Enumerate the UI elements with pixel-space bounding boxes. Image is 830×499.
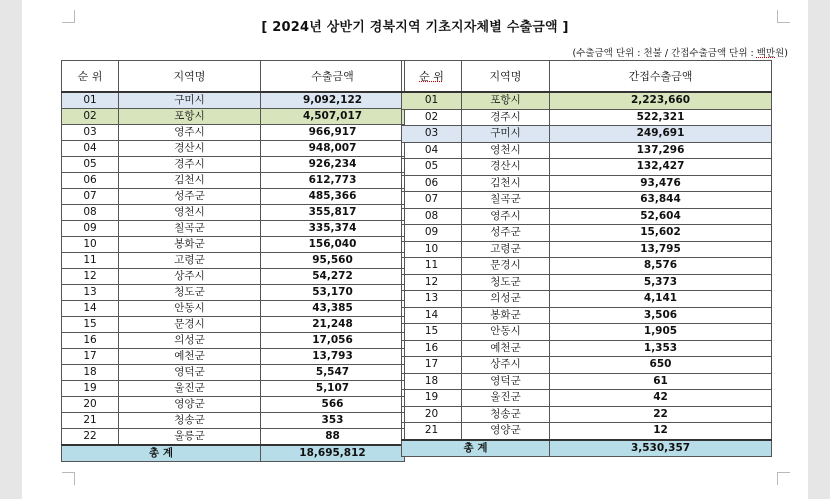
table-row [62,333,405,349]
cell-amount: 650 [550,357,772,374]
cell-region: 경주시 [462,109,550,126]
cell-amount: 5,547 [261,365,405,381]
indirect-export-table [401,60,772,457]
cell-amount: 355,817 [261,205,405,221]
cell-rank: 06 [62,173,119,189]
cell-rank: 15 [62,317,119,333]
cell-rank: 05 [402,159,462,176]
table-row [62,397,405,413]
table-row [62,317,405,333]
cell-rank: 13 [62,285,119,301]
cell-rank: 13 [402,291,462,308]
cell-region: 김천시 [119,173,261,189]
cell-amount: 3,506 [550,307,772,324]
table-row [402,142,772,159]
column-header-export-amount: 수출금액 [261,61,405,93]
unit-note-underlined: 백만 [756,48,776,59]
cell-rank: 17 [62,349,119,365]
cell-region: 성주군 [462,225,550,242]
export-amount-table [61,60,405,462]
page-corner-mark [777,472,790,485]
cell-region: 영천시 [119,205,261,221]
table-row [402,357,772,374]
cell-rank: 18 [402,373,462,390]
cell-rank: 12 [402,274,462,291]
cell-region: 경산시 [119,141,261,157]
cell-amount: 926,234 [261,157,405,173]
cell-region: 영덕군 [462,373,550,390]
cell-rank: 01 [402,92,462,109]
cell-rank: 07 [402,192,462,209]
cell-region: 경주시 [119,157,261,173]
cell-region: 울진군 [119,381,261,397]
cell-rank: 05 [62,157,119,173]
indirect-export-table-body [402,92,772,457]
cell-amount: 13,793 [261,349,405,365]
cell-amount: 13,795 [550,241,772,258]
document-title: [ 2024년 상반기 경북지역 기초지자체별 수출금액 ] [261,20,569,35]
total-row [62,445,405,462]
cell-rank: 16 [402,340,462,357]
cell-amount: 485,366 [261,189,405,205]
cell-rank: 02 [62,109,119,125]
cell-rank: 14 [402,307,462,324]
table-row [62,365,405,381]
cell-rank: 04 [402,142,462,159]
cell-rank: 04 [62,141,119,157]
table-row [402,307,772,324]
cell-amount: 566 [261,397,405,413]
table-row [402,324,772,341]
table-row [62,253,405,269]
table-row [402,109,772,126]
table-row [62,269,405,285]
table-row [62,381,405,397]
cell-amount: 93,476 [550,175,772,192]
export-table-body [62,92,405,462]
cell-region: 청도군 [119,285,261,301]
cell-rank: 10 [402,241,462,258]
cell-region: 예천군 [119,349,261,365]
cell-rank: 02 [402,109,462,126]
cell-region: 영양군 [119,397,261,413]
table-row [62,349,405,365]
cell-amount: 52,604 [550,208,772,225]
cell-rank: 10 [62,237,119,253]
cell-region: 청도군 [462,274,550,291]
cell-amount: 21,248 [261,317,405,333]
cell-amount: 966,917 [261,125,405,141]
cell-region: 영양군 [462,423,550,440]
cell-rank: 06 [402,175,462,192]
cell-rank: 08 [402,208,462,225]
cell-region: 칠곡군 [462,192,550,209]
cell-rank: 01 [62,92,119,109]
table-row [62,413,405,429]
cell-region: 울릉군 [119,429,261,446]
cell-region: 고령군 [462,241,550,258]
table-row [402,92,772,109]
cell-rank: 08 [62,205,119,221]
cell-region: 고령군 [119,253,261,269]
table-row [402,126,772,143]
table-row [402,241,772,258]
cell-region: 포항시 [462,92,550,109]
cell-amount: 42 [550,390,772,407]
cell-rank: 14 [62,301,119,317]
cell-amount: 54,272 [261,269,405,285]
cell-region: 영주시 [462,208,550,225]
cell-amount: 9,092,122 [261,92,405,109]
cell-amount: 53,170 [261,285,405,301]
cell-rank: 09 [62,221,119,237]
cell-rank: 20 [402,406,462,423]
table-row [62,92,405,109]
unit-note-suffix: 원) [775,48,788,59]
cell-rank: 03 [402,126,462,143]
cell-amount: 335,374 [261,221,405,237]
cell-amount: 156,040 [261,237,405,253]
cell-region: 안동시 [119,301,261,317]
cell-amount: 8,576 [550,258,772,275]
table-row [62,237,405,253]
table-row [62,429,405,446]
table-row [402,373,772,390]
cell-rank: 20 [62,397,119,413]
cell-region: 울진군 [462,390,550,407]
table-row [62,301,405,317]
cell-region: 칠곡군 [119,221,261,237]
table-row [402,258,772,275]
cell-region: 김천시 [462,175,550,192]
table-row [402,390,772,407]
cell-rank: 07 [62,189,119,205]
table-row [402,225,772,242]
column-header-region: 지역명 [462,61,550,93]
cell-rank: 19 [62,381,119,397]
page-corner-mark [62,472,75,485]
cell-rank: 19 [402,390,462,407]
total-row [402,440,772,457]
cell-amount: 2,223,660 [550,92,772,109]
table-row [402,291,772,308]
cell-region: 성주군 [119,189,261,205]
cell-region: 안동시 [462,324,550,341]
cell-rank: 17 [402,357,462,374]
cell-rank: 18 [62,365,119,381]
cell-region: 상주시 [462,357,550,374]
cell-amount: 17,056 [261,333,405,349]
cell-amount: 4,507,017 [261,109,405,125]
total-amount: 3,530,357 [550,440,772,457]
cell-region: 의성군 [119,333,261,349]
table-row [62,221,405,237]
table-row [62,189,405,205]
cell-rank: 12 [62,269,119,285]
table-row [62,125,405,141]
cell-amount: 22 [550,406,772,423]
cell-amount: 1,353 [550,340,772,357]
cell-amount: 132,427 [550,159,772,176]
document-page [22,0,808,499]
cell-amount: 948,007 [261,141,405,157]
cell-amount: 249,691 [550,126,772,143]
table-row [402,159,772,176]
cell-amount: 15,602 [550,225,772,242]
table-row [402,274,772,291]
table-row [402,340,772,357]
cell-region: 청송군 [119,413,261,429]
cell-region: 영덕군 [119,365,261,381]
cell-region: 구미시 [119,92,261,109]
column-header-rank: 순 위 [402,61,462,93]
cell-region: 봉화군 [462,307,550,324]
cell-amount: 5,373 [550,274,772,291]
cell-region: 예천군 [462,340,550,357]
column-header-indirect-export-amount: 간접수출금액 [550,61,772,93]
cell-amount: 137,296 [550,142,772,159]
cell-region: 영주시 [119,125,261,141]
cell-rank: 11 [402,258,462,275]
cell-amount: 88 [261,429,405,446]
table-row [402,175,772,192]
cell-region: 영천시 [462,142,550,159]
table-row [402,423,772,440]
cell-region: 문경시 [119,317,261,333]
cell-amount: 1,905 [550,324,772,341]
cell-region: 청송군 [462,406,550,423]
total-amount: 18,695,812 [261,445,405,462]
cell-rank: 09 [402,225,462,242]
total-label: 총 계 [402,440,550,457]
cell-rank: 21 [402,423,462,440]
table-row [402,192,772,209]
cell-amount: 353 [261,413,405,429]
total-label: 총 계 [62,445,261,462]
unit-note [572,45,788,59]
cell-amount: 61 [550,373,772,390]
cell-rank: 16 [62,333,119,349]
cell-amount: 612,773 [261,173,405,189]
cell-region: 경산시 [462,159,550,176]
cell-amount: 63,844 [550,192,772,209]
cell-amount: 95,560 [261,253,405,269]
cell-amount: 4,141 [550,291,772,308]
cell-region: 봉화군 [119,237,261,253]
cell-rank: 15 [402,324,462,341]
table-row [62,285,405,301]
cell-rank: 21 [62,413,119,429]
cell-region: 구미시 [462,126,550,143]
column-header-rank: 순 위 [62,61,119,93]
cell-amount: 12 [550,423,772,440]
unit-note-prefix: (수출금액 단위 : 천불 / 간접수출금액 단위 : [572,48,757,59]
cell-region: 포항시 [119,109,261,125]
cell-region: 의성군 [462,291,550,308]
column-header-region: 지역명 [119,61,261,93]
cell-amount: 43,385 [261,301,405,317]
cell-region: 문경시 [462,258,550,275]
cell-amount: 5,107 [261,381,405,397]
cell-rank: 22 [62,429,119,446]
table-row [62,173,405,189]
cell-rank: 11 [62,253,119,269]
table-row [62,109,405,125]
cell-region: 상주시 [119,269,261,285]
cell-rank: 03 [62,125,119,141]
table-row [402,406,772,423]
table-row [402,208,772,225]
table-row [62,205,405,221]
table-row [62,157,405,173]
table-row [62,141,405,157]
cell-amount: 522,321 [550,109,772,126]
